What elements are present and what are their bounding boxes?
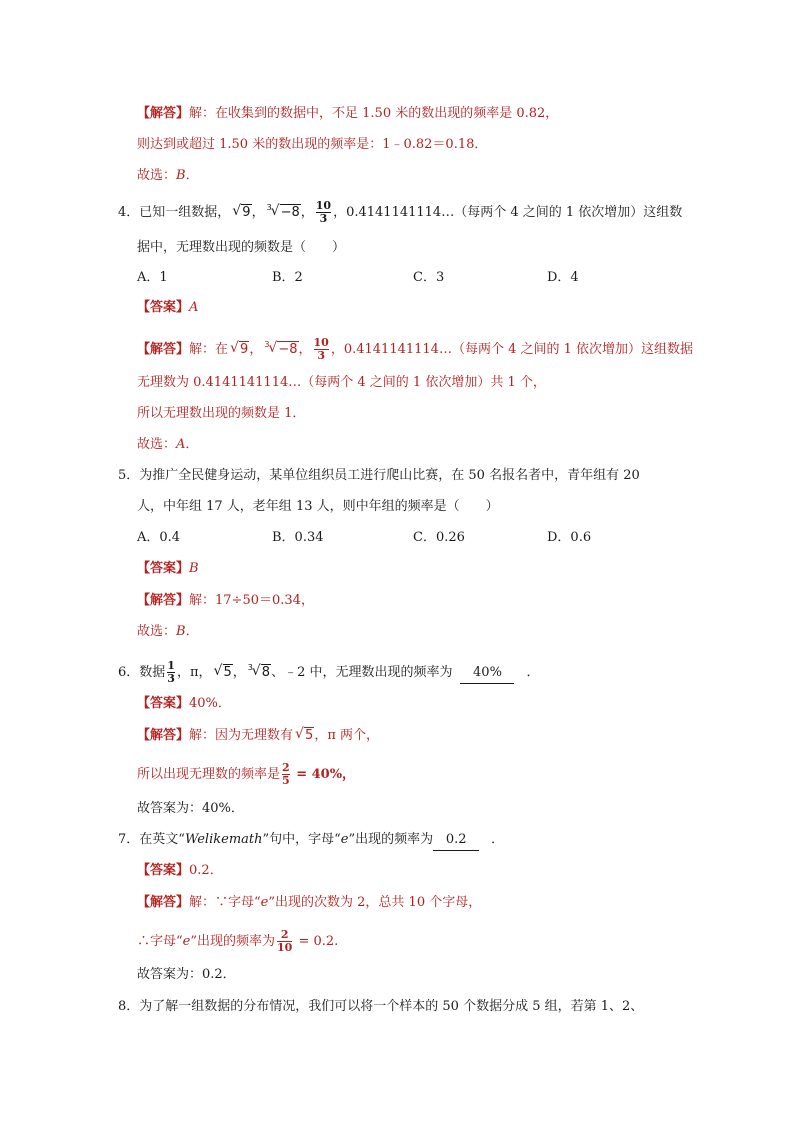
comma: ， — [300, 205, 314, 220]
solution-tag: 【解答】 — [137, 593, 190, 608]
solution-text: 解：在 — [189, 342, 229, 357]
choice-label: 故选： — [137, 624, 177, 639]
denominator: 10 — [277, 941, 293, 954]
stem-text: 已知一组数据， — [139, 205, 231, 220]
solution-tag: 【解答】 — [137, 728, 190, 743]
q6-solution-line1 — [137, 726, 379, 746]
solution-tag: 【解答】 — [137, 895, 190, 910]
answer-value: B — [189, 561, 199, 576]
period: ． — [185, 168, 199, 183]
period: ． — [185, 437, 199, 452]
sqrt-9: √ 9 — [230, 340, 249, 357]
answer-tag: 【答案】 — [137, 300, 190, 315]
choice-answer: B — [176, 168, 186, 183]
q5-option-d: D．0.6 — [547, 530, 592, 545]
answer-blank: 40% — [460, 663, 514, 684]
q4-answer-line — [137, 298, 198, 318]
q4-option-a: A．1 — [137, 270, 168, 285]
radicand: 5 — [305, 728, 314, 743]
letter: e — [260, 895, 269, 910]
radicand: −8 — [278, 342, 298, 357]
q3-solution-line2: 则达到或超过 1.50 米的数出现的频率是：1﹣0.82＝0.18． — [137, 137, 488, 152]
stem-text: ”出现的频率为 — [348, 832, 434, 847]
choice-answer: A — [176, 437, 186, 452]
solution-tag: 【解答】 — [137, 342, 190, 357]
q6-solution-line2 — [137, 762, 355, 787]
solution-text: 解：∵字母“ — [189, 895, 261, 910]
english-word: Welikemath — [184, 832, 263, 847]
fraction-10-3 — [316, 200, 331, 225]
root-index: 3 — [266, 203, 272, 212]
solution-text: = 0.2. — [294, 934, 339, 949]
stem-text: 、﹣2 中，无理数出现的频率为 — [271, 665, 453, 680]
solution-text: ∴字母“ — [137, 934, 183, 949]
comma: ， — [298, 342, 312, 357]
answer-tag: 【答案】 — [137, 863, 190, 878]
q7-stem-line1 — [118, 830, 504, 851]
stem-text: 为了解一组数据的分布情况，我们可以将一个样本的 50 个数据分成 5 组，若第 1、2、 — [139, 999, 644, 1014]
numerator: 10 — [313, 336, 329, 349]
comma: ， — [232, 665, 246, 680]
solution-text: 解：在收集到的数据中，不足 1.50 米的数出现的频率是 0.82， — [189, 106, 559, 121]
q4-option-b: B．2 — [272, 270, 303, 285]
solution-text: = 40%， — [291, 767, 356, 782]
q5-answer-line — [137, 559, 199, 579]
solution-text: ”出现的次数为 2，总共 10 个字母， — [268, 895, 482, 910]
comma: ， — [249, 342, 263, 357]
radicand: 5 — [223, 665, 232, 680]
radicand: 9 — [242, 205, 251, 220]
stem-text: ，π， — [176, 665, 212, 680]
letter: e — [340, 832, 349, 847]
numerator: 10 — [315, 199, 332, 212]
q4-solution-line1 — [137, 337, 693, 362]
period: ． — [185, 624, 199, 639]
sqrt-5: √ 5 — [295, 726, 314, 743]
q3-solution-line1 — [137, 104, 558, 124]
choice-label: 故选： — [137, 437, 177, 452]
fraction-10-3 — [314, 337, 329, 362]
question-number: 6． — [118, 665, 140, 680]
sqrt-5: √ 5 — [213, 663, 232, 680]
cbrt-neg8: 3 √ −8 — [268, 340, 298, 360]
solution-text: 解：17÷50＝0.34， — [189, 593, 314, 608]
root-index: 3 — [247, 663, 253, 672]
answer-blank: 0.2 — [433, 830, 479, 851]
solution-text: ，0.4141141114…（每两个 4 之间的 1 依次增加）这组数据 — [330, 342, 694, 357]
q5-stem-line1 — [118, 466, 640, 486]
stem-text: 数据 — [139, 665, 166, 680]
answer-tag: 【答案】 — [137, 561, 190, 576]
q5-stem-line2: 人，中年组 17 人，老年组 13 人，则中年组的频率是（ ） — [137, 499, 499, 514]
numerator: 2 — [280, 928, 289, 941]
stem-text: ”句中，字母“ — [262, 832, 341, 847]
cbrt-8: 3 √ 8 — [252, 663, 271, 683]
fraction-2-10 — [277, 929, 292, 954]
choice-label: 故选： — [137, 168, 177, 183]
denominator: 3 — [317, 349, 325, 362]
q5-option-b: B．0.34 — [272, 530, 324, 545]
stem-text: 为推广全民健身运动，某单位组织员工进行爬山比赛，在 50 名报名者中，青年组有 20 — [139, 468, 640, 483]
answer-value: A — [189, 300, 199, 315]
answer-value: 0.2． — [189, 863, 223, 878]
denominator: 3 — [167, 672, 175, 685]
q5-choice-line — [137, 622, 199, 642]
numerator: 2 — [282, 761, 290, 774]
q4-solution-line3: 所以无理数出现的频数是 1． — [137, 406, 306, 421]
fraction-2-5 — [282, 762, 290, 787]
q5-option-a: A．0.4 — [137, 530, 181, 545]
q5-solution-line1 — [137, 591, 314, 611]
solution-text: 解：因为无理数有 — [189, 728, 294, 743]
denominator: 5 — [282, 774, 290, 787]
fraction-1-3 — [167, 660, 175, 685]
numerator: 1 — [167, 659, 175, 672]
letter: e — [182, 934, 191, 949]
q4-stem-line2: 据中，无理数出现的频数是（ ） — [137, 240, 346, 255]
comma: ， — [251, 205, 265, 220]
solution-text: ，π 两个， — [314, 728, 379, 743]
radicand: −8 — [280, 205, 300, 220]
question-number: 4． — [118, 205, 140, 220]
q4-choice-line — [137, 435, 198, 455]
q6-stem-line1 — [118, 660, 540, 685]
q8-stem-line1 — [118, 997, 643, 1017]
question-number: 5． — [118, 468, 140, 483]
question-number: 8． — [118, 999, 140, 1014]
q3-choice-line — [137, 166, 199, 186]
q6-solution-line3: 故答案为：40%． — [137, 801, 244, 816]
q7-solution-line3: 故答案为：0.2． — [137, 967, 236, 982]
denominator: 3 — [319, 212, 328, 225]
q5-option-c: C．0.26 — [413, 530, 465, 545]
q4-option-d: D．4 — [547, 270, 579, 285]
question-number: 7． — [118, 832, 140, 847]
q6-answer-line — [137, 694, 231, 714]
solution-text: 所以出现无理数的频率是 — [137, 767, 281, 782]
radicand: 9 — [240, 342, 249, 357]
answer-value: 40%． — [189, 696, 231, 711]
q4-option-c: C．3 — [413, 270, 445, 285]
solution-text: ”出现的频率为 — [190, 934, 276, 949]
sqrt-9: √ 9 — [232, 203, 251, 220]
root-index: 3 — [264, 340, 270, 349]
cbrt-neg8: 3 √ −8 — [271, 203, 301, 223]
period: ． — [491, 832, 505, 847]
stem-text: 在英文“ — [139, 832, 185, 847]
q4-stem-line1 — [118, 200, 682, 225]
q7-answer-line — [137, 861, 223, 881]
stem-text: ，0.4141141114…（每两个 4 之间的 1 依次增加）这组数 — [333, 205, 683, 220]
choice-answer: B — [176, 624, 186, 639]
q7-solution-line1 — [137, 893, 481, 913]
solution-tag: 【解答】 — [137, 106, 190, 121]
q4-solution-line2: 无理数为 0.4141141114…（每两个 4 之间的 1 依次增加）共 1 个， — [137, 375, 546, 390]
answer-tag: 【答案】 — [137, 696, 190, 711]
q7-solution-line2 — [137, 929, 338, 954]
radicand: 8 — [261, 665, 271, 680]
period: ． — [526, 665, 540, 680]
